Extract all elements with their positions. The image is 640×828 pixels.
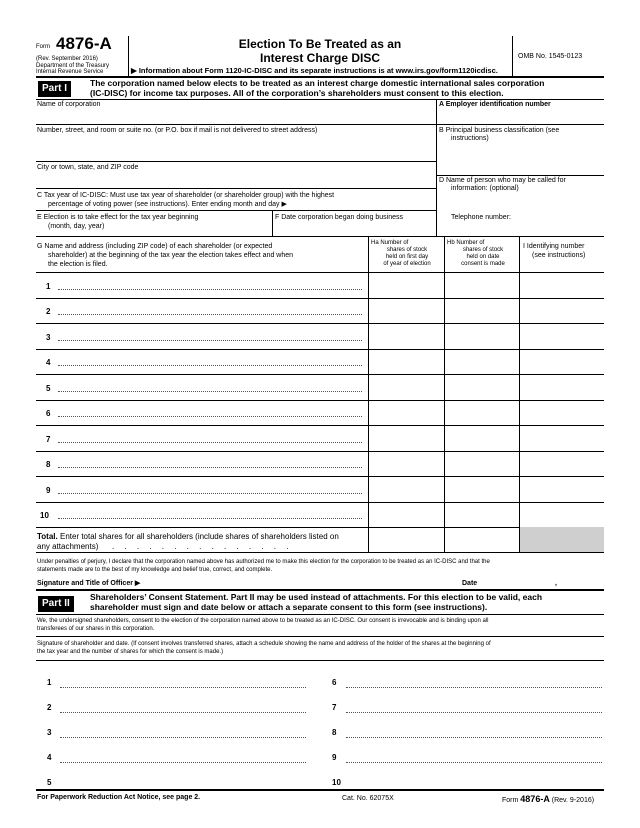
contact-person-field[interactable] (438, 194, 604, 210)
consent-row-number: 3 (47, 728, 52, 737)
c-label-1: C Tax year of IC-DISC: Must use tax year of shareholder (or shareholder group) with the highest (37, 192, 335, 199)
ha-shares-field[interactable] (369, 477, 444, 501)
row-rule-street (36, 161, 436, 162)
total-rule (36, 552, 604, 553)
total-ha-field[interactable] (369, 527, 444, 552)
election-effective-field[interactable] (36, 210, 272, 236)
street-field[interactable] (36, 137, 436, 161)
corporation-name-field[interactable] (36, 110, 436, 124)
c-label-2: percentage of voting power (see instructions). Enter ending month and day ▶ (48, 201, 287, 208)
b-label-1: B Principal business classification (see (439, 127, 560, 134)
date-comma: , (555, 580, 557, 587)
row-rule-city (36, 188, 436, 189)
date-label: Date (462, 580, 478, 587)
b-label-2: instructions) (451, 135, 489, 142)
shareholder-row (36, 425, 604, 451)
ha-shares-field[interactable] (369, 324, 444, 348)
row-number: 5 (46, 383, 51, 393)
part2-heading-2: shareholder must sign and date below or attach a separate consent to this form (see instructions). (90, 602, 488, 612)
footer-revision: (Rev. 9-2016) (551, 797, 595, 804)
footer-rule (36, 789, 604, 791)
hb-shares-field[interactable] (445, 477, 519, 501)
hb-label-3: held on date (466, 254, 500, 260)
total-text-2: any attachments) (37, 542, 99, 551)
row-number: 8 (46, 460, 51, 469)
city-field[interactable] (36, 173, 436, 188)
part1-heading-2: (IC-DISC) for income tax purposes. All of the corporation’s shareholders must consent to this election. (90, 88, 504, 98)
shareholder-signature-field[interactable] (346, 712, 602, 713)
part1-rule (36, 99, 604, 100)
row-number: 4 (46, 358, 51, 367)
total-text-1: Enter total shares for all shareholders (include shares of shareholders listed on (59, 532, 339, 541)
shareholder-row (36, 349, 604, 375)
e-label-2: (month, day, year) (48, 223, 105, 230)
identifying-number-field[interactable] (520, 350, 604, 374)
footer-form-number: 4876-A (520, 794, 550, 804)
part2-heading-1: Shareholders’ Consent Statement. Part II may be used instead of attachments. For this election to be valid, each (90, 592, 543, 602)
info-line: ▶ Information about Form 1120-IC-DISC and its separate instructions is at www.irs.gov/form1120icdisc. (131, 66, 498, 75)
shareholder-name-field[interactable] (58, 493, 362, 494)
part1-label: Part I (38, 81, 71, 97)
consent-2: transferees of our shares in this corporation. (37, 626, 155, 632)
ein-label: A Employer identification number (439, 101, 551, 108)
shareholder-name-field[interactable] (58, 365, 362, 366)
paperwork-notice: For Paperwork Reduction Act Notice, see page 2. (37, 794, 201, 801)
shareholder-signature-field[interactable] (346, 687, 602, 688)
i-label-1: I Identifying number (523, 243, 585, 250)
form-number: 4876-A (56, 34, 112, 53)
name-of-corporation-label: Name of corporation (37, 101, 101, 108)
shareholder-row (36, 451, 604, 477)
shareholder-row (36, 502, 604, 528)
identifying-number-field[interactable] (520, 426, 604, 450)
perjury-1: Under penalties of perjury, I declare that the corporation named above has authorized me to make this election for the corporation to be treated as an IC-DISC and that the (37, 559, 490, 565)
form-label: Form (36, 44, 50, 50)
row-rule-name (36, 124, 604, 125)
shareholder-name-field[interactable] (58, 442, 362, 443)
part2-rule (36, 614, 604, 615)
i-label-2: (see instructions) (532, 252, 586, 259)
identifying-number-field[interactable] (520, 324, 604, 348)
hb-label-4: consent is made (461, 261, 505, 267)
consent-row-number: 2 (47, 703, 52, 712)
city-label: City or town, state, and ZIP code (37, 164, 139, 171)
date-began-business-field[interactable] (273, 222, 436, 236)
ha-label-3: held on first day (385, 254, 429, 260)
consent-row-number: 10 (332, 778, 341, 787)
consent-rule (36, 636, 604, 637)
hb-label-2: shares of stock (462, 247, 504, 253)
total-hb-field[interactable] (445, 527, 519, 552)
sig-instruct-2: the tax year and the number of shares for which the consent is made.) (37, 649, 224, 655)
hb-shares-field[interactable] (445, 503, 519, 527)
consent-1: We, the undersigned shareholders, consent to the election of the corporation named above to be treated as an IC-DISC. Our consent is irrevocable and is binding upon all (37, 618, 489, 624)
identifying-number-field[interactable] (520, 452, 604, 476)
total-label-line (37, 532, 339, 542)
part1-heading-1: The corporation named below elects to be treated as an interest charge domestic international sales corporation (90, 78, 545, 88)
g-label-2: shareholder) at the beginning of the tax year the election takes effect and when (48, 252, 294, 259)
ha-label-1: Ha Number of (371, 240, 409, 246)
row-number: 3 (46, 332, 51, 342)
total-i-shaded (520, 527, 604, 552)
consent-row-number: 7 (332, 703, 337, 712)
street-label: Number, street, and room or suite no. (or P.O. box if mail is not delivered to street address) (37, 127, 318, 134)
shareholder-name-field[interactable] (58, 391, 362, 392)
form-title-line2: Interest Charge DISC (259, 51, 381, 65)
row-number: 7 (46, 434, 51, 444)
form-title-line1: Election To Be Treated as an (238, 37, 402, 51)
shareholder-signature-field[interactable] (60, 687, 306, 688)
shareholder-name-field[interactable] (58, 314, 362, 315)
hb-label-1: Hb Number of (447, 240, 485, 246)
e-label-1: E Election is to take effect for the tax year beginning (37, 214, 199, 221)
identifying-number-field[interactable] (520, 503, 604, 527)
signature-label: Signature and Title of Officer ▶ (37, 580, 141, 587)
consent-row-number: 9 (332, 753, 337, 762)
ha-shares-field[interactable] (369, 299, 444, 323)
identifying-number-field[interactable] (520, 273, 604, 297)
header-divider-right (512, 36, 513, 76)
irs-label: Internal Revenue Service (36, 69, 104, 75)
g-label-3: the election is filed. (48, 261, 108, 268)
ha-shares-field[interactable] (369, 350, 444, 374)
part2-label: Part II (38, 596, 74, 612)
identifying-number-field[interactable] (520, 477, 604, 501)
shareholder-signature-field[interactable] (60, 712, 306, 713)
telephone-field[interactable] (522, 212, 604, 226)
consent-row-number: 8 (332, 728, 337, 737)
shareholder-row (36, 298, 604, 324)
shareholder-name-field[interactable] (58, 518, 362, 519)
hb-shares-field[interactable] (445, 426, 519, 450)
consent-row-number: 4 (47, 753, 52, 762)
hb-shares-field[interactable] (445, 452, 519, 476)
telephone-label: Telephone number: (451, 214, 511, 221)
total-label: Total. (37, 532, 58, 541)
hb-shares-field[interactable] (445, 375, 519, 399)
sig-instruct-1: Signature of shareholder and date. (If consent involves transferred shares, attach a schedule showing the name and address of the holder of the shares at the beginning of (37, 641, 491, 647)
shareholder-signature-field[interactable] (60, 762, 306, 763)
perjury-2: statements made are to the best of my knowledge and belief true, correct, and complete. (37, 567, 273, 573)
d-label-2: information: (optional) (451, 185, 519, 192)
total-dots: . . . . . . . . . . . . . . . (112, 542, 293, 551)
signature-rule (36, 589, 604, 591)
ha-shares-field[interactable] (369, 426, 444, 450)
tax-year-end-field[interactable] (340, 199, 434, 209)
g-label-1: G Name and address (including ZIP code) of each shareholder (or expected (37, 243, 273, 250)
ha-label-2: shares of stock (386, 247, 428, 253)
omb-number: OMB No. 1545-0123 (518, 53, 583, 60)
row-number: 10 (40, 511, 49, 520)
ha-label-4: of year of election (383, 261, 431, 267)
shareholder-row (36, 323, 604, 349)
f-label: F Date corporation began doing business (275, 214, 404, 221)
shareholder-signature-field[interactable] (346, 762, 602, 763)
shareholder-name-field[interactable] (58, 467, 362, 468)
shareholder-name-field[interactable] (58, 340, 362, 341)
hb-shares-field[interactable] (445, 324, 519, 348)
business-classification-field[interactable] (438, 145, 604, 175)
footer-form-label: Form (502, 797, 519, 804)
shareholder-row (36, 476, 604, 502)
hb-shares-field[interactable] (445, 273, 519, 297)
shareholder-name-field[interactable] (58, 416, 362, 417)
identifying-number-field[interactable] (520, 299, 604, 323)
sig-instruct-rule (36, 660, 604, 661)
consent-row-number: 6 (332, 678, 337, 687)
ha-shares-field[interactable] (369, 273, 444, 297)
department: Department of the Treasury (36, 63, 110, 69)
officer-date-field[interactable] (460, 574, 604, 588)
right-column-divider (436, 99, 437, 236)
shareholder-row (36, 272, 604, 298)
row-number: 2 (46, 307, 51, 316)
identifying-number-field[interactable] (520, 401, 604, 425)
form-revision: (Rev. September 2016) (36, 56, 98, 62)
hb-shares-field[interactable] (445, 401, 519, 425)
hb-shares-field[interactable] (445, 299, 519, 323)
shareholder-signature-field[interactable] (60, 737, 306, 738)
consent-row-number: 1 (47, 678, 52, 687)
ha-shares-field[interactable] (369, 375, 444, 399)
shareholder-row (36, 374, 604, 400)
footer-form-id (502, 795, 594, 805)
ha-shares-field[interactable] (369, 401, 444, 425)
row-number: 6 (46, 409, 51, 418)
row-number: 9 (46, 485, 51, 495)
shareholder-name-field[interactable] (58, 289, 362, 290)
identifying-number-field[interactable] (520, 375, 604, 399)
row-number: 1 (46, 281, 51, 291)
shareholder-signature-field[interactable] (346, 737, 602, 738)
row-rule-b (436, 175, 604, 176)
ein-field[interactable] (438, 110, 604, 124)
ha-shares-field[interactable] (369, 503, 444, 527)
hb-shares-field[interactable] (445, 350, 519, 374)
ha-shares-field[interactable] (369, 452, 444, 476)
consent-row-number: 5 (47, 778, 52, 787)
shareholder-row (36, 400, 604, 426)
catalog-number: Cat. No. 62075X (342, 795, 394, 802)
d-label-1: D Name of person who may be called for (439, 177, 566, 184)
